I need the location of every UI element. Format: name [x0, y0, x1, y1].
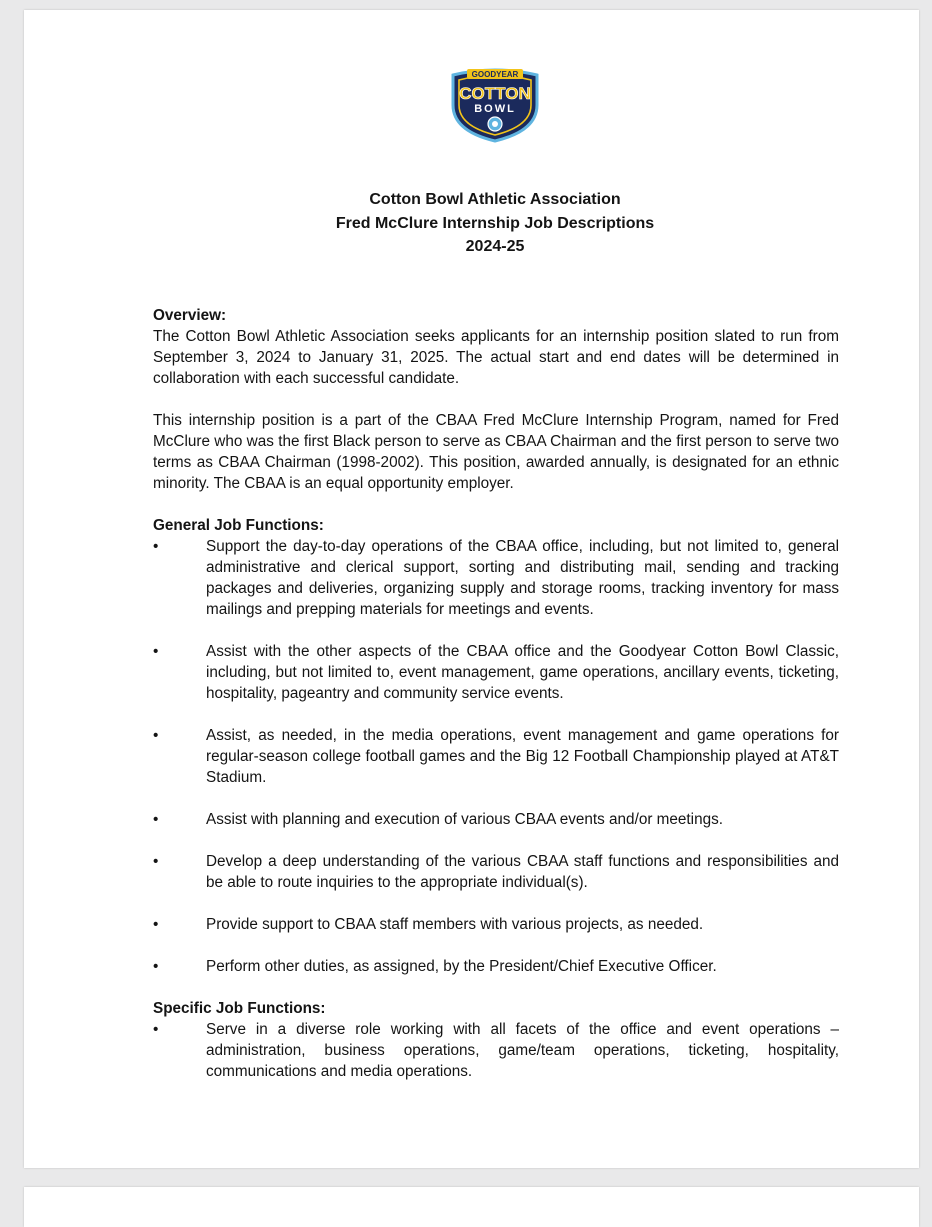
general-functions-heading: General Job Functions: — [153, 517, 324, 534]
bullet-icon: • — [153, 811, 159, 828]
program-title: Fred McClure Internship Job Descriptions — [335, 214, 655, 232]
list-item: • Provide support to CBAA staff members with various projects, as needed. — [153, 916, 704, 933]
bullet-icon: • — [153, 853, 159, 870]
document-page — [24, 10, 919, 1168]
list-item: • Assist with the other aspects of the CBAA office and the Goodyear Cotton Bowl Classic, including, but not limited to, event management, game operations, ancillary events, ticketing, hospitality, pageantry and community service events. — [153, 643, 839, 702]
logo-bowl-text: BOWL — [474, 103, 516, 115]
overview-paragraph-2: This internship position is a part of the CBAA Fred McClure Internship Program, named for Fred McClure who was the first Black person to serve as CBAA Chairman and the first person to serve two terms as CBAA Chairman (1998-2002). This position, awarded annually, is designated for an ethnic minority. The CBAA is an equal opportunity employer. — [153, 412, 839, 492]
document-title-block — [24, 188, 932, 259]
overview-paragraph-1: The Cotton Bowl Athletic Association seeks applicants for an internship position slated to run from September 3, 2024 to January 31, 2025. The actual start and end dates will be determined in collaboration with each successful candidate. — [153, 328, 839, 387]
bullet-icon: • — [153, 958, 159, 975]
logo-goodyear-text: GOODYEAR — [471, 70, 519, 79]
bullet-icon: • — [153, 1021, 159, 1038]
bullet-icon: • — [153, 643, 159, 660]
bullet-icon: • — [153, 727, 159, 744]
list-item: • Support the day-to-day operations of the CBAA office, including, but not limited to, general administrative and clerical support, sorting and distributing mail, sending and tracking packages and deliveries, organizing supply and storage rooms, tracking inventory for mass mailings and prepping materials for meetings and events. — [153, 538, 839, 618]
general-functions-list — [153, 536, 839, 977]
list-item: • Serve in a diverse role working with all facets of the office and event operations – administration, business operations, game/team operations, ticketing, hospitality, communications and media operations. — [153, 1021, 839, 1080]
org-title: Cotton Bowl Athletic Association — [369, 191, 621, 208]
list-item: • Develop a deep understanding of the various CBAA staff functions and responsibilities and be able to route inquiries to the appropriate individual(s). — [153, 853, 839, 891]
document-body — [153, 305, 839, 1082]
bullet-icon: • — [153, 916, 159, 933]
overview-heading: Overview: — [153, 307, 227, 324]
cotton-bowl-logo — [447, 65, 543, 143]
next-page-edge — [24, 1187, 919, 1227]
list-item: • Perform other duties, as assigned, by the President/Chief Executive Officer. — [153, 958, 717, 975]
list-item: • Assist with planning and execution of various CBAA events and/or meetings. — [153, 811, 723, 828]
specific-functions-heading: Specific Job Functions: — [153, 1000, 326, 1017]
year-title: 2024-25 — [465, 238, 525, 255]
logo-cotton-text: COTTON — [459, 84, 531, 103]
list-item: • Assist, as needed, in the media operations, event management and game operations for regular-season college football games and the Big 12 Football Championship played at AT&T Stadium. — [153, 727, 839, 786]
specific-functions-list — [153, 1019, 839, 1082]
bullet-icon: • — [153, 538, 159, 555]
